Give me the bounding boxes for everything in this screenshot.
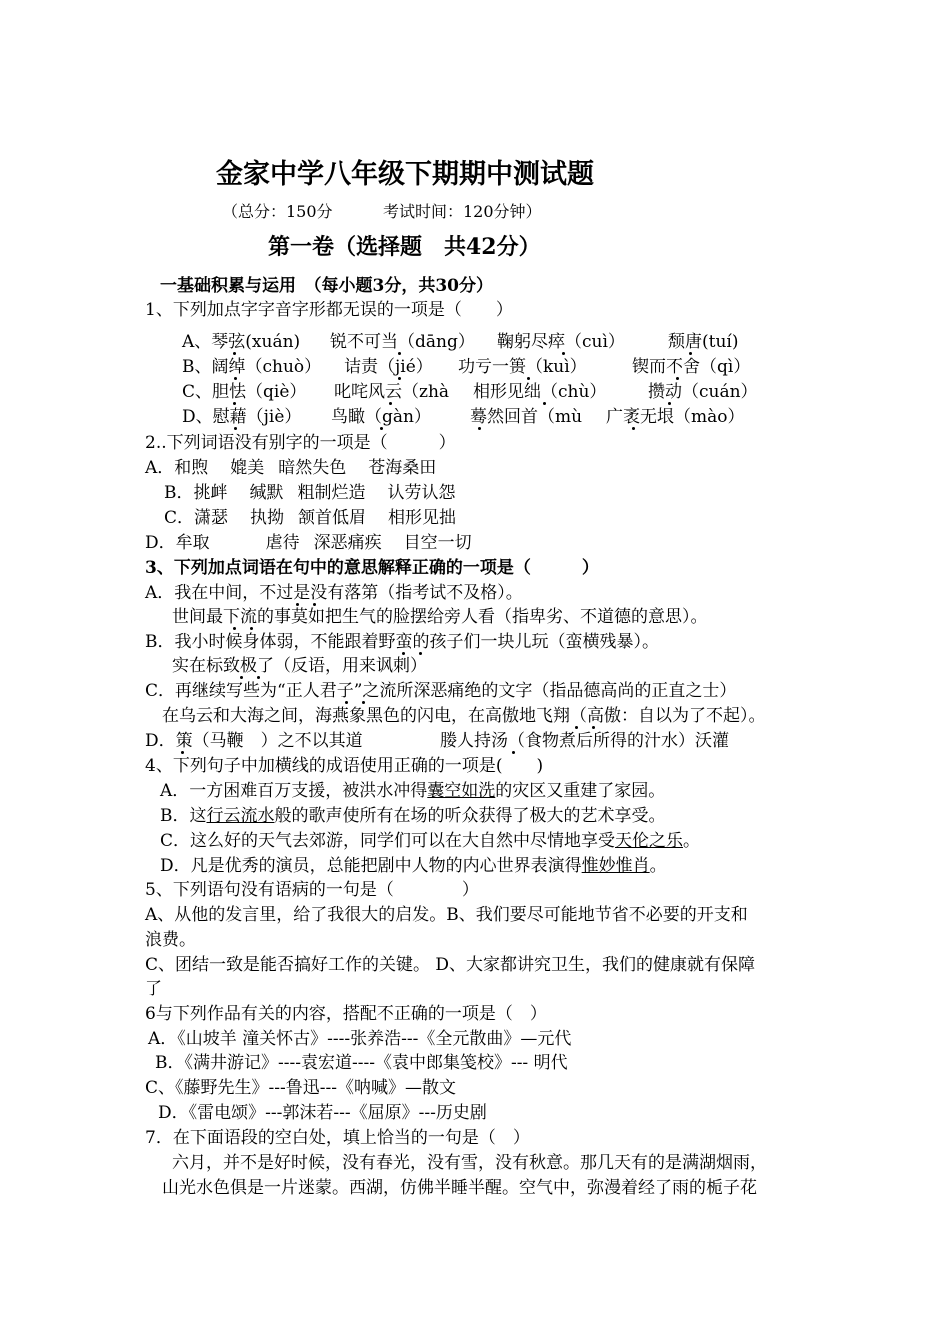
q1-option-b-3: 功亏一篑（kuì）	[458, 357, 587, 377]
q4-b-text-end: 般的歌声使所有在场的听众获得了极大的艺术享受。	[274, 806, 666, 826]
emphasis-dot	[345, 701, 348, 704]
q1-option-c-4: 攒动（cuán）	[648, 382, 758, 402]
emphasis-dot	[478, 427, 481, 430]
q5-line4: 了	[145, 979, 162, 999]
q4-c-idiom: 天伦之乐	[615, 831, 684, 851]
q2-a-word-4: 苍海桑田	[368, 458, 437, 478]
q6-option-c: C、《藤野先生》---鲁迅---《呐喊》—散文	[145, 1078, 456, 1098]
q3-option-b-line2: 实在标致极了（反语，用来讽刺）	[172, 656, 427, 676]
q4-a-idiom: 囊空如洗	[427, 781, 496, 801]
q1-option-c-3: 相形见绌（chù）	[473, 382, 607, 402]
q3-option-b-line1: B．我小时候身体弱，不能跟着野蛮的孩子们一块儿玩（蛮横残暴）。	[145, 632, 659, 652]
q4-stem: 4、下列句子中加横线的成语使用正确的一项是( )	[145, 756, 544, 776]
q1-stem: 1、下列加点字字音字形都无误的一项是（ ）	[145, 300, 513, 320]
q2-a-word-3: 暗然失色	[278, 458, 347, 478]
q2-b-word-1: B．挑衅	[164, 483, 228, 503]
emphasis-dot	[575, 726, 578, 729]
q4-option-c	[160, 830, 700, 852]
q1-option-a-1: A、琴弦(xuán)	[182, 332, 301, 352]
q2-c-word-2: 执拗	[250, 508, 285, 528]
q2-c-word-1: C．潇瑟	[164, 508, 229, 528]
q4-d-text: D．凡是优秀的演员，总能把剧中人物的内心世界表演得	[160, 856, 582, 876]
emphasis-dot	[296, 603, 299, 606]
emphasis-dot	[676, 377, 679, 380]
emphasis-dot	[398, 377, 401, 380]
q2-d-word-2: 虐待	[265, 533, 300, 553]
q1-option-c-2: 叱咤风云（zhà	[334, 382, 450, 402]
score-info: （总分：150分	[222, 202, 333, 221]
q2-option-c	[164, 507, 456, 529]
q2-a-word-2: 媲美	[230, 458, 265, 478]
q4-option-a	[160, 780, 665, 802]
q2-a-word-1: A．和煦	[145, 458, 209, 478]
q2-option-b	[164, 482, 456, 504]
q3-option-c-line1: C．再继续写些为“正人君子”之流所深恶痛绝的文字（指品德高尚的正直之士）	[145, 681, 737, 701]
emphasis-dot	[181, 751, 184, 754]
section-heading: 一基础积累与运用 （每小题3分，共30分）	[160, 276, 493, 296]
emphasis-dot	[233, 402, 236, 405]
q2-d-word-1: D．牟取	[145, 533, 210, 553]
q4-d-idiom: 惟妙惟肖	[581, 856, 650, 876]
q6-option-b: B．《满井游记》----袁宏道----《袁中郎集笺校》--- 明代	[155, 1053, 568, 1073]
page-title: 金家中学八年级下期期中测试题	[216, 159, 594, 190]
q1-option-a-4: 颓唐(tuí)	[668, 332, 739, 352]
emphasis-dot	[234, 377, 237, 380]
emphasis-dot	[689, 352, 692, 355]
emphasis-dot	[250, 627, 253, 630]
q1-option-d-2: 鸟瞰（gàn）	[331, 407, 431, 427]
q2-b-word-3: 粗制烂造	[297, 483, 366, 503]
emphasis-dot	[512, 751, 515, 754]
emphasis-dot	[668, 402, 671, 405]
q4-b-idiom: 行云流水	[206, 806, 275, 826]
q4-a-text: A．一方困难百万支援，被洪水冲得	[160, 781, 428, 801]
q2-d-word-3: 深恶痛疾	[313, 533, 382, 553]
emphasis-dot	[562, 352, 565, 355]
part-title: 第一卷（选择题 共42分）	[268, 234, 541, 260]
emphasis-dot	[234, 427, 237, 430]
emphasis-dot	[543, 402, 546, 405]
q3-stem: 3、下列加点词语在句中的意思解释正确的一项是（ ）	[145, 558, 599, 578]
q4-c-text-end: 。	[683, 831, 701, 851]
emphasis-dot	[527, 377, 530, 380]
emphasis-dot	[233, 627, 236, 630]
emphasis-dot	[592, 726, 595, 729]
time-info: 考试时间：120分钟）	[383, 202, 542, 221]
emphasis-dot	[632, 427, 635, 430]
q6-option-a: A．《山坡羊 潼关怀古》----张养浩---《全元散曲》—元代	[148, 1029, 572, 1049]
q1-option-b-4: 锲而不舍（qì）	[632, 357, 751, 377]
q7-stem: 7．在下面语段的空白处，填上恰当的一句是（ ）	[145, 1128, 530, 1148]
q3-option-c-line2: 在乌云和大海之间，海燕象黑色的闪电，在高傲地飞翔（高傲：自以为了不起）。	[162, 706, 766, 726]
q4-b-text: B．这	[160, 806, 207, 826]
q2-d-word-4: 目空一切	[403, 533, 472, 553]
emphasis-dot	[257, 676, 260, 679]
q7-paragraph-line2: 山光水色俱是一片迷蒙。西湖，仿佛半睡半醒。空气中，弥漫着经了雨的栀子花	[162, 1178, 757, 1198]
q4-a-text-end: 的灾区又重建了家园。	[495, 781, 666, 801]
q2-b-word-2: 缄默	[249, 483, 284, 503]
q7-paragraph-line1: 六月，并不是好时候，没有春光，没有雪，没有秋意。那几天有的是满湖烟雨，	[172, 1153, 767, 1173]
q2-c-word-4: 相形见拙	[388, 508, 457, 528]
q5-line3: C、团结一致是能否搞好工作的关键。 D、大家都讲究卫生，我们的健康就有保障	[145, 955, 756, 975]
q1-option-b-2: 诘责（jié）	[344, 357, 433, 377]
q1-option-c-1: C、胆怯（qiè）	[182, 382, 307, 402]
q2-option-a	[145, 457, 436, 479]
q4-c-text: C．这么好的天气去郊游，同学们可以在大自然中尽情地享受	[160, 831, 616, 851]
q3-option-d-part1: D．策（马鞭 ）之不以其道	[145, 731, 363, 751]
q1-option-a-2: 锐不可当（dāng）	[330, 332, 475, 352]
q6-stem: 6与下列作品有关的内容，搭配不正确的一项是（ ）	[145, 1004, 547, 1024]
q5-stem: 5、下列语句没有语病的一句是（ ）	[145, 880, 479, 900]
q1-option-d-1: D、慰藉（jiè）	[182, 407, 302, 427]
q3-option-a-line1: A．我在中间，不过是没有落第（指考试不及格）。	[145, 583, 523, 603]
emphasis-dot	[398, 352, 401, 355]
emphasis-dot	[419, 652, 422, 655]
q1-option-a-3: 鞠躬尽瘁（cuì）	[497, 332, 625, 352]
q1-option-d-3: 蓦然回首（mù	[470, 407, 583, 427]
q6-option-d: D．《雷电颂》---郭沫若---《屈原》---历史剧	[158, 1103, 487, 1123]
q1-option-b-1: B、阔绰（chuò）	[182, 357, 322, 377]
q4-d-text-end: 。	[649, 856, 667, 876]
emphasis-dot	[240, 676, 243, 679]
q3-option-d-part2: 媵人持汤（食物煮后所得的汁水）沃灌	[440, 731, 729, 751]
emphasis-dot	[402, 652, 405, 655]
q3-option-a-line2: 世间最下流的事莫如把生气的脸摆给旁人看（指卑劣、不道德的意思）。	[172, 607, 708, 627]
q2-option-d	[145, 532, 472, 554]
q4-option-d	[160, 855, 667, 877]
q2-stem: 2..下列词语没有别字的一项是（ ）	[145, 433, 456, 453]
q5-line2: 浪费。	[145, 930, 196, 950]
q4-option-b	[160, 805, 666, 827]
emphasis-dot	[389, 402, 392, 405]
q5-line1: A、从他的发言里，给了我很大的启发。B、我们要尽可能地节省不必要的开支和	[145, 905, 748, 925]
q2-b-word-4: 认劳认怨	[387, 483, 456, 503]
emphasis-dot	[313, 603, 316, 606]
q1-option-d-4: 广袤无垠（mào）	[606, 407, 745, 427]
emphasis-dot	[233, 352, 236, 355]
q2-c-word-3: 颔首低眉	[298, 508, 367, 528]
emphasis-dot	[362, 701, 365, 704]
emphasis-dot	[380, 427, 383, 430]
